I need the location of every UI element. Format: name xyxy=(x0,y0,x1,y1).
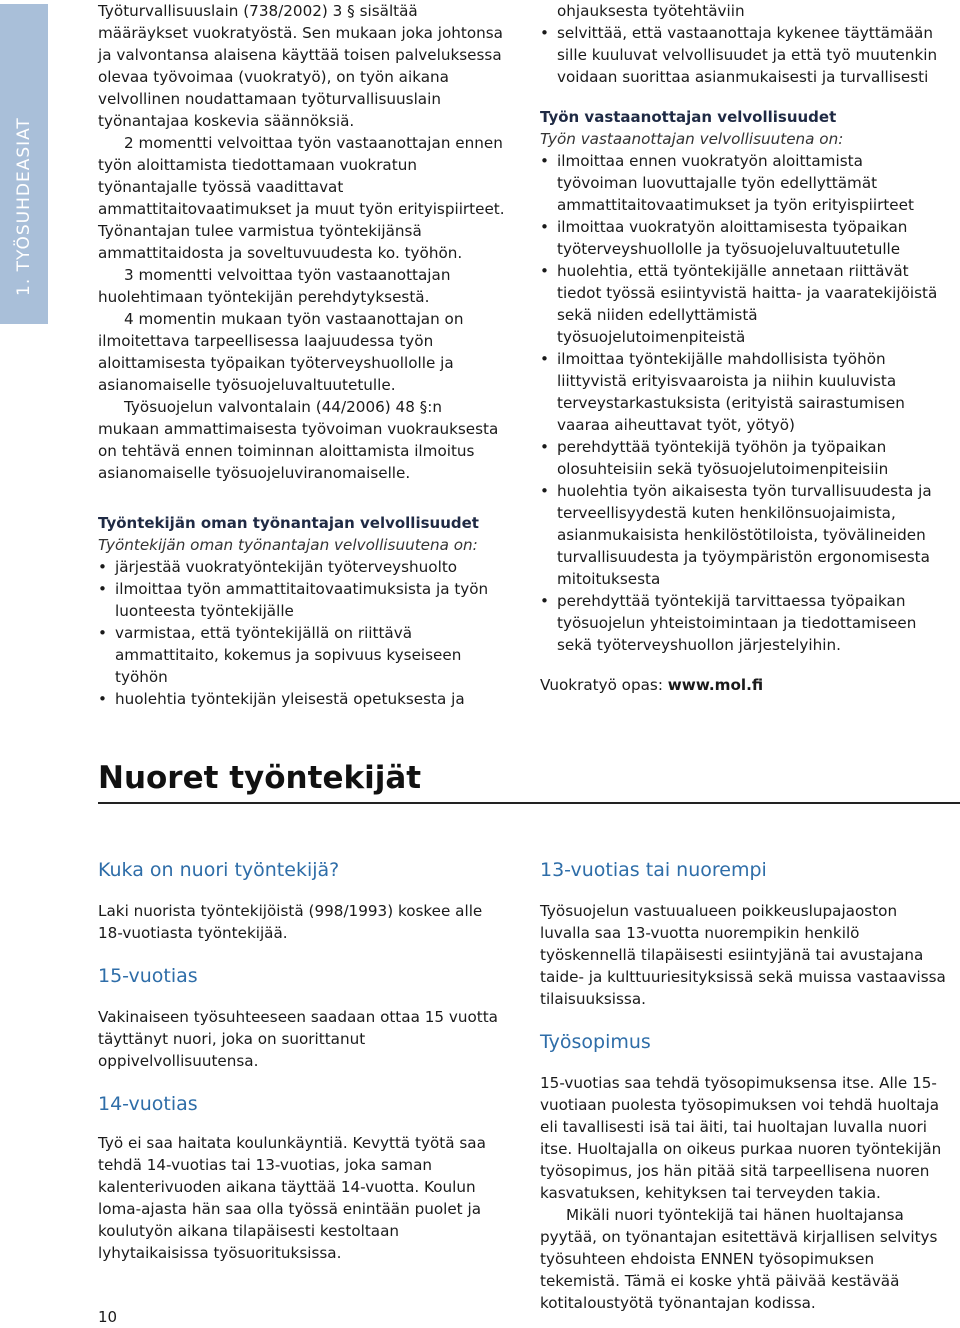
paragraph: Työsuojelun valvontalain (44/2006) 48 §:n mukaan ammattimaisesta työvoiman vuokrauksesta on tehtävä ennen toiminnan aloittamista ilmoitus asianomaiselle työsuojeluviranomaiselle. xyxy=(98,398,499,482)
subheading: 13-vuotias tai nuorempi xyxy=(540,859,767,881)
young-left-column xyxy=(98,858,508,1264)
paragraph: Laki nuorista työntekijöistä (998/1993) koskee alle 18-vuotiasta työntekijää. xyxy=(98,902,483,942)
bullet-list xyxy=(98,556,508,710)
list-item: • ilmoittaa työn ammattitaitovaatimuksista ja työn luonteesta työntekijälle xyxy=(98,578,508,622)
list-item: • huolehtia, että työntekijälle annetaan riittävät tiedot työssä esiintyvistä haitta- ja vaaratekijöistä sekä niiden edellyttämistä työsuojelutoimenpiteistä xyxy=(540,260,940,348)
paragraph: Työ ei saa haitata koulunkäyntiä. Kevyttä työtä saa tehdä 14-vuotias tai 13-vuotias, joka saman kalenterivuoden aikana täyttää 14-vuotta. Koulun loma-ajasta hän saa olla työssä enintään puolet ja koulutyön aikana tilapäisesti kestoltaan lyhytaikaisissa työsuorituksissa. xyxy=(98,1134,486,1262)
list-item: • perehdyttää työntekijä työhön ja työpaikan olosuhteisiin sekä työsuojelutoimenpiteisiin xyxy=(540,436,940,480)
subheading: 15-vuotias xyxy=(98,965,198,987)
list-item: • ilmoittaa ennen vuokratyön aloittamista työvoiman luovuttajalle työn edellyttämät ammattitaitovaatimukset ja työn erityispiirteet xyxy=(540,150,940,216)
paragraph: Työturvallisuuslain (738/2002) 3 § sisältää määräykset vuokratyöstä. Sen mukaan joka johtonsa ja valvontansa alaisena käyttää toisen palveluksessa olevaa työvoimaa (vuokratyö), on työn aikana velvollinen noudattamaan työturvallisuuslain työnantajaa koskevia säännöksiä. xyxy=(98,2,503,130)
subheading: Työsopimus xyxy=(540,1031,651,1053)
paragraph: Työsuojelun vastuualueen poikkeuslupajaoston luvalla saa 13-vuotta nuorempikin henkilö työskennellä tilapäisesti esiintyjänä tai avustajana taide- ja kulttuuriesityksissä sekä muissa vastaavissa tilaisuuksissa. xyxy=(540,902,946,1008)
bullet-list xyxy=(540,22,940,88)
section-intro: Työntekijän oman työnantajan velvollisuutena on: xyxy=(98,536,478,554)
section-intro: Työn vastaanottajan velvollisuutena on: xyxy=(540,130,844,148)
subheading: 14-vuotias xyxy=(98,1093,198,1115)
chapter-tab-label: 1. TYÖSUHDEASIAT xyxy=(14,117,34,296)
page-number: 10 xyxy=(98,1308,118,1326)
paragraph: 3 momentti velvoittaa työn vastaanottajan huolehtimaan työntekijän perehdytyksestä. xyxy=(98,266,451,306)
guide-label: Vuokratyö opas: xyxy=(540,676,668,694)
paragraph: 4 momentin mukaan työn vastaanottajan on ilmoitettava tarpeellisessa laajuudessa työn aloittamisesta työpaikan työterveyshuollolle ja asianomaiselle työsuojeluvaltuutetulle. xyxy=(98,310,464,394)
section-heading: Työntekijän oman työnantajan velvollisuudet xyxy=(98,514,479,532)
young-right-column xyxy=(540,858,950,1314)
subheading: Kuka on nuori työntekijä? xyxy=(98,859,340,881)
list-item: • varmistaa, että työntekijällä on riittävä ammattitaito, kokemus ja sopivuus kyseiseen työhön xyxy=(98,622,508,688)
bullet-list xyxy=(540,150,940,656)
chapter-side-tab xyxy=(0,4,48,324)
list-item: • perehdyttää työntekijä tarvittaessa työpaikan työsuojelun yhteistoimintaan ja tiedottamiseen sekä työterveyshuollon järjestelyihin. xyxy=(540,590,940,656)
section-title: Nuoret työntekijät xyxy=(98,760,422,796)
list-item: • ilmoittaa vuokratyön aloittamisesta työpaikan työterveyshuollolle ja työsuojeluvaltuutetulle xyxy=(540,216,940,260)
paragraph: 2 momentti velvoittaa työn vastaanottajan ennen työn aloittamista tiedottamaan vuokratun työnantajalle työssä vaadittavat ammattitaitovaatimukset ja muut työn erityispiirteet. Työnantajan tulee varmistua työntekijänsä ammattitaidosta ja soveltuvuudesta ko. työhön. xyxy=(98,134,505,262)
list-item: • selvittää, että vastaanottaja kykenee täyttämään sille kuuluvat velvollisuudet ja että työ muutenkin voidaan suorittaa asianmukaisesti ja turvallisesti xyxy=(540,22,940,88)
section-heading: Työn vastaanottajan velvollisuudet xyxy=(540,108,837,126)
paragraph: Vakinaiseen työsuhteeseen saadaan ottaa 15 vuotta täyttänyt nuori, joka on suorittanut oppivelvollisuutensa. xyxy=(98,1008,498,1070)
guide-link[interactable]: www.mol.fi xyxy=(667,676,764,694)
list-continuation: ohjauksesta työtehtäviin xyxy=(557,2,745,20)
left-column xyxy=(98,0,508,710)
list-item: • järjestää vuokratyöntekijän työterveyshuolto xyxy=(98,556,508,578)
list-item: • ilmoittaa työntekijälle mahdollisista työhön liittyvistä erityisvaaroista ja niihin kuuluvista terveystarkastuksista (erityistä sairastumisen vaaraa aiheuttavat työt, yötyö) xyxy=(540,348,940,436)
right-column xyxy=(540,0,940,696)
list-item: • huolehtia työntekijän yleisestä opetuksesta ja xyxy=(98,688,508,710)
paragraph: Mikäli nuori työntekijä tai hänen huoltajansa pyytää, on työnantajan esitettävä kirjallisen selvitys työsuhteen ehdoista ENNEN työsopimuksen tekemistä. Tämä ei koske yhtä päivää kestävää kotitaloustyötä työnantajan kodissa. xyxy=(540,1206,938,1312)
paragraph: 15-vuotias saa tehdä työsopimuksensa itse. Alle 15-vuotiaan puolesta työsopimuksen voi tehdä huoltaja eli tavallisesti isä tai äiti, tai huoltajan luvalla nuori itse. Huoltajalla on oikeus purkaa nuoren työntekijän työsopimus, jos hän pitää sitä tarpeellisena nuoren kasvatuksen, kehityksen tai terveyden takia. xyxy=(540,1074,942,1202)
guide-reference xyxy=(540,674,940,696)
list-item: • huolehtia työn aikaisesta työn turvallisuudesta ja terveellisyydestä kuten henkilönsuojaimista, asianmukaisista henkilöstötiloista, työvälineiden turvallisuudesta ja työympäristön ergonomisesta mitoituksesta xyxy=(540,480,940,590)
title-divider xyxy=(98,802,960,804)
